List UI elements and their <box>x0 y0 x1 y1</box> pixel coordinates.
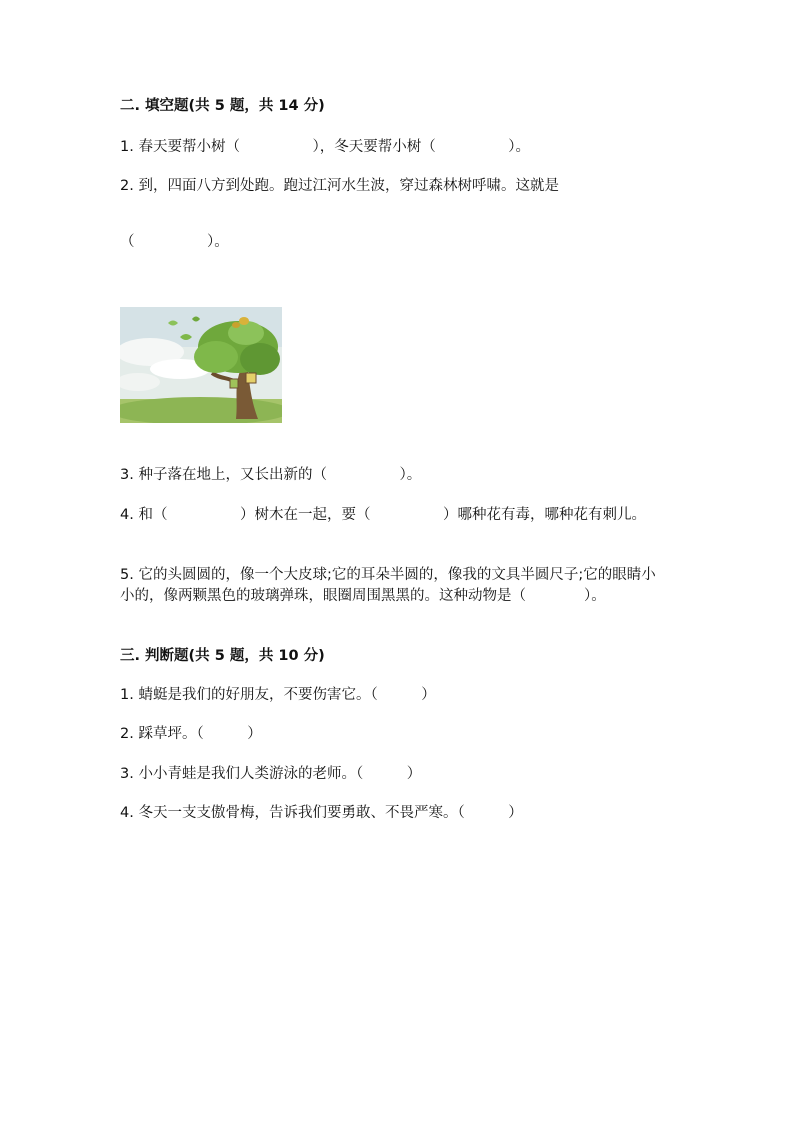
judge-question-1: 1. 蜻蜓是我们的好朋友，不要伤害它。（ ） <box>120 687 436 703</box>
judge-question-3: 3. 小小青蛙是我们人类游泳的老师。（ ） <box>120 766 422 782</box>
judge-question-4: 4. 冬天一支支傲骨梅，告诉我们要勇敢、不畏严寒。（ ） <box>120 805 523 821</box>
fill-question-1: 1. 春天要帮小树（ ），冬天要帮小树（ ）。 <box>120 139 530 155</box>
judge-question-2: 2. 踩草坪。（ ） <box>120 726 262 742</box>
tree-illustration <box>120 307 282 423</box>
fill-question-2-line-1: 2. 到，四面八方到处跑。跑过江河水生波，穿过森林树呼啸。这就是 <box>120 178 559 194</box>
fill-question-2-line-2: （ ）。 <box>120 234 229 250</box>
fill-question-5: 5. 它的头圆圆的，像一个大皮球;它的耳朵半圆的，像我的文具半圆尺子;它的眼睛小小的，像两颗黑色的玻璃弹珠，眼圈周围黑黑的。这种动物是（ ）。 <box>120 567 656 604</box>
tree-illustration-graphic <box>120 307 282 423</box>
section-3-heading: 三. 判断题(共 5 题，共 10 分) <box>120 648 325 664</box>
fill-question-3: 3. 种子落在地上，又长出新的（ ）。 <box>120 467 422 483</box>
fill-question-4: 4. 和（ ）树木在一起，要（ ）哪种花有毒，哪种花有刺儿。 <box>120 507 646 523</box>
section-2-heading: 二. 填空题(共 5 题，共 14 分) <box>120 98 325 114</box>
